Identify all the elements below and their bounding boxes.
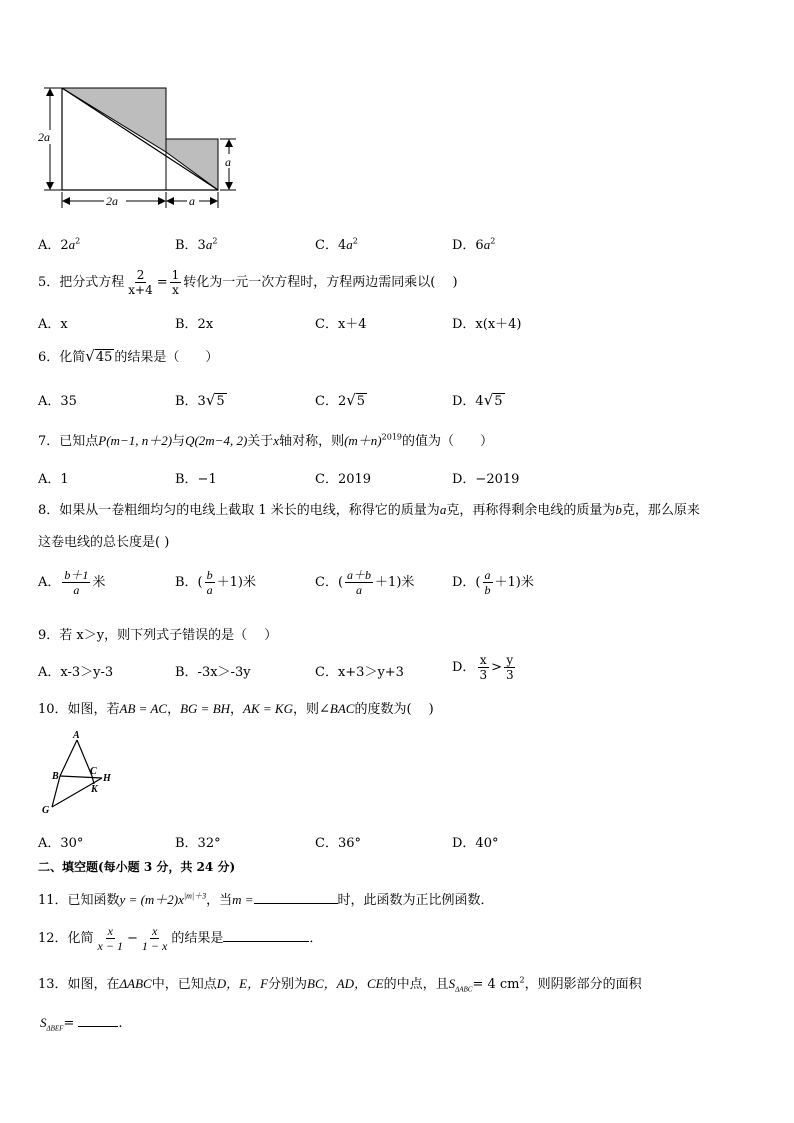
q13-stem-line1: 13．如图，在ΔABC中，已知点D，E，F分别为BC，AD，CE的中点，且$S_{\Delta ABC}= 4$ $cm^2$，则阴影部分的面积 <box>38 975 642 994</box>
q12-stem: 12．化简 $\frac{x}{x - 1}$ − $\frac{x}{1 - x}$ 的结果是 ． <box>38 924 323 953</box>
q8-option-a[interactable]: A． $\frac{b+1}{a}$ 米 <box>38 568 106 597</box>
q9-option-b[interactable]: B．-3x＞-3y <box>175 665 251 680</box>
q8-option-c[interactable]: C．( $\frac{a+b}{a}$ ＋1)米 <box>315 568 415 597</box>
q8-option-b[interactable]: B．( $\frac{b}{a}$ ＋1)米 <box>175 568 256 597</box>
q5-option-c[interactable]: C．x＋4 <box>315 317 367 332</box>
q10-option-d[interactable]: D．40° <box>452 836 499 851</box>
shaded-triangle-right <box>166 139 218 190</box>
q5-option-b[interactable]: B．2x <box>175 317 214 332</box>
q9-option-c[interactable]: C．x+3＞y+3 <box>315 665 404 680</box>
q4-option-c[interactable]: C．$4a^2$ <box>315 236 358 253</box>
q6-option-b[interactable]: B．3√5 <box>175 391 225 409</box>
vertex-k: K <box>91 784 98 795</box>
q6-option-a[interactable]: A．35 <box>38 394 77 409</box>
q7-option-a[interactable]: A．1 <box>38 472 69 487</box>
q10-option-b[interactable]: B．32° <box>175 836 221 851</box>
q13-answer-blank[interactable] <box>78 1014 118 1027</box>
label-width-a: a <box>189 194 195 208</box>
q4-option-b[interactable]: B．$3a^2$ <box>175 236 218 253</box>
q9-option-d[interactable]: D． $\frac{x}{3}$ > $\frac{y}{3}$ <box>452 653 514 682</box>
q4-option-a[interactable]: A．$2a^2$ <box>38 236 81 253</box>
vertex-b: B <box>52 771 59 782</box>
q13-stem-line2: $S_{\Delta BEF}=$ . <box>40 1015 123 1033</box>
q9-option-a[interactable]: A．x-3＞y-3 <box>38 665 114 680</box>
q7-stem: 7．已知点P(m−1, n＋2)与Q(2m−4, 2)关于x轴对称，则$(m+n)^{2019}$的值为（ ） <box>38 432 494 449</box>
segment-ab <box>60 740 77 776</box>
q6-option-d[interactable]: D．4√5 <box>452 391 503 409</box>
q9-stem: 9．若 x＞y，则下列式子错误的是（ ） <box>38 628 278 643</box>
shaded-area-figure <box>30 80 260 210</box>
triangle-figure <box>36 728 126 820</box>
q10-option-c[interactable]: C．36° <box>315 836 361 851</box>
q8-stem-line2: 这卷电线的总长度是( ) <box>38 535 170 550</box>
q4-option-d[interactable]: D．$6a^2$ <box>452 236 496 253</box>
q5-stem: 5．把分式方程 $\frac{2}{x+4}$ = $\frac{1}{x}$ 转化为一元一次方程时，方程两边需同乘以( ) <box>38 268 458 297</box>
q7-option-b[interactable]: B．−1 <box>175 472 217 487</box>
q8-option-d[interactable]: D．( $\frac{a}{b}$ ＋1)米 <box>452 568 534 597</box>
q5-option-a[interactable]: A．x <box>38 317 68 332</box>
vertex-a: A <box>73 730 80 741</box>
vertex-h: H <box>103 773 111 784</box>
section-heading: 二、填空题(每小题 3 分，共 24 分) <box>38 860 236 874</box>
q10-stem: 10．如图，若AB = AC，BG = BH，AK = KG，则∠BAC的度数为( ) <box>38 701 434 717</box>
q7-option-d[interactable]: D．−2019 <box>452 472 520 487</box>
q11-answer-blank[interactable] <box>254 891 338 904</box>
q5-option-d[interactable]: D．x(x＋4) <box>452 317 522 332</box>
q6-stem: 6．化简√45 的结果是（ ） <box>38 347 219 365</box>
vertex-g: G <box>42 805 50 816</box>
q8-stem-line1: 8．如果从一卷粗细均匀的电线上截取 1 米长的电线，称得它的质量为a克，再称得剩余电线的质量为b克，那么原来 <box>38 502 700 518</box>
q12-answer-blank[interactable] <box>223 929 309 942</box>
label-height-a: a <box>225 155 231 169</box>
q6-option-c[interactable]: C．2√5 <box>315 391 366 409</box>
q11-stem: 11．已知函数$y = (m+2)x^{|m|+3}$，当m = 时，此函数为正比例函数． <box>38 891 494 908</box>
vertex-c: C <box>90 766 97 777</box>
label-width-2a: 2a <box>106 194 118 208</box>
q7-option-c[interactable]: C．2019 <box>315 472 372 487</box>
q10-option-a[interactable]: A．30° <box>38 836 84 851</box>
label-height-2a: 2a <box>38 130 50 144</box>
